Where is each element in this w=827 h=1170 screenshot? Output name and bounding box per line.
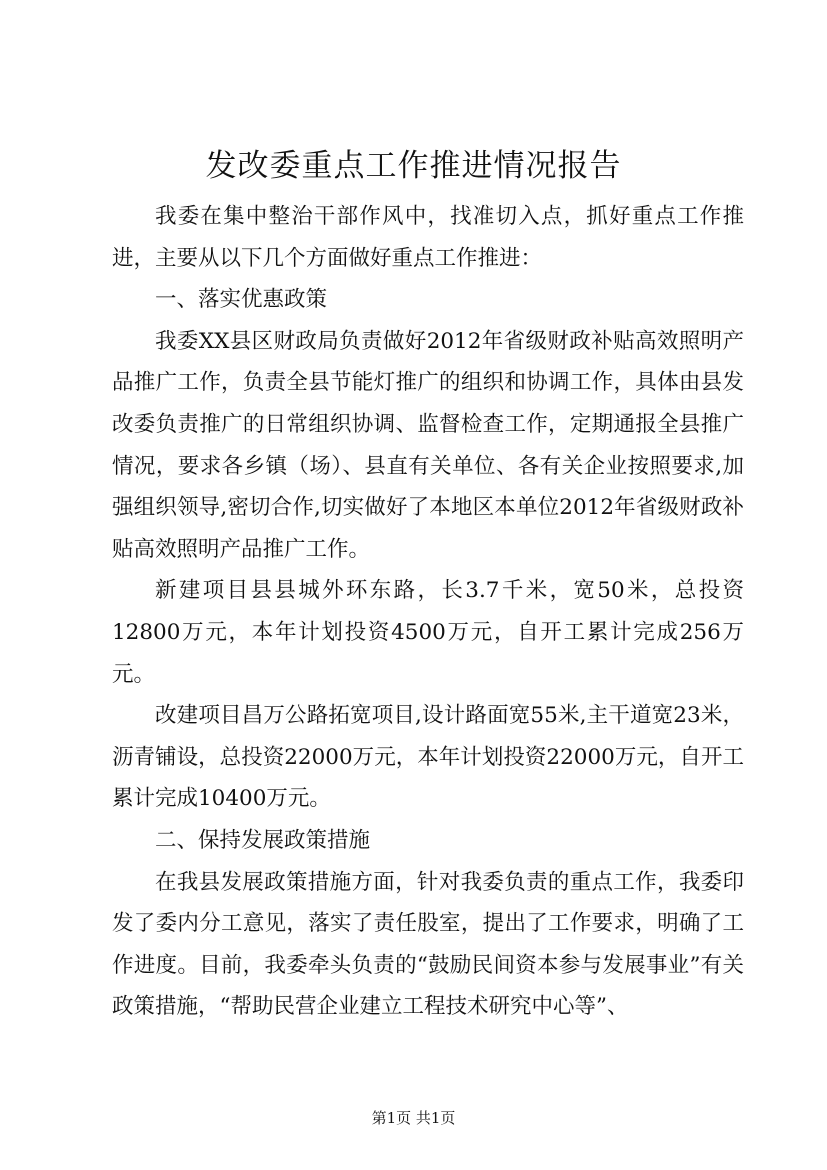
document-body: [112, 196, 744, 1028]
intro-paragraph: 我委在集中整治干部作风中，找准切入点，抓好重点工作推进，主要从以下几个方面做好重点工作推进：: [112, 204, 744, 271]
body-paragraph: 改建项目昌万公路拓宽项目,设计路面宽55米,主干道宽23米，沥青铺设，总投资22000万元，本年计划投资22000万元，自开工累计完成10400万元。: [112, 703, 744, 812]
page-number-footer: 第1页 共1页: [371, 1109, 456, 1127]
document-title: 发改委重点工作推进情况报告: [205, 148, 622, 184]
section-heading-2: 二、保持发展政策措施: [155, 827, 371, 853]
body-paragraph: 在我县发展政策措施方面，针对我委负责的重点工作，我委印发了委内分工意见，落实了责任股室，提出了工作要求，明确了工作进度。目前，我委牵头负责的“鼓励民间资本参与发展事业”有关政策措施，“帮助民营企业建立工程技术研究中心等”、: [112, 869, 744, 1020]
body-paragraph: 我委XX县区财政局负责做好2012年省级财政补贴高效照明产品推广工作，负责全县节能灯推广的组织和协调工作，具体由县发改委负责推广的日常组织协调、监督检查工作，定期通报全县推广情况，要求各乡镇（场）、县直有关单位、各有关企业按照要求,加强组织领导,密切合作,切实做好了本地区本单位2012年省级财政补贴高效照明产品推广工作。: [112, 328, 744, 562]
section-heading-1: 一、落实优惠政策: [155, 287, 328, 313]
body-paragraph: 新建项目县县城外环东路，长3.7千米，宽50米，总投资12800万元，本年计划投资4500万元，自开工累计完成256万元。: [112, 578, 744, 687]
